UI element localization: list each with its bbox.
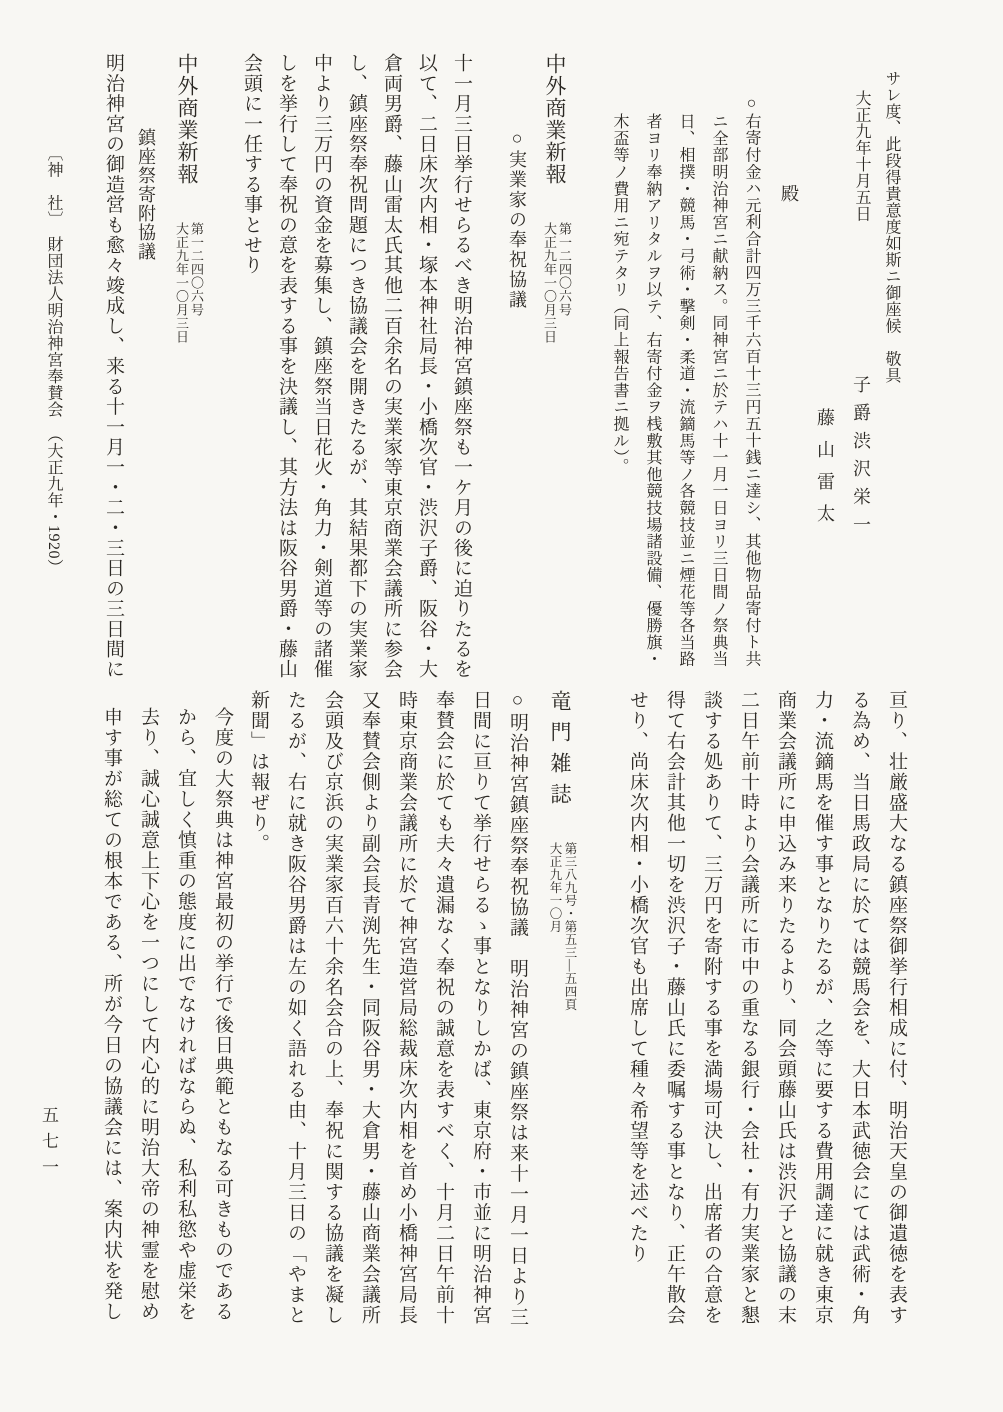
text-column: 日、相撲・競馬・弓術・撃剣・柔道・流鏑馬等ノ各競技並ニ煙花等各当路 [677,113,694,668]
source-meta [174,222,204,344]
text-column: 日間に亘りて挙行せらるゝ事となりしかば、東京府・市並に明治神宮 [470,690,491,1326]
letter-date-signature-column [848,90,874,543]
text-column: 十一月三日挙行せらるべき明治神宮鎮座祭も一ケ月の後に迫りたるを [451,53,472,680]
source-issue: 第一二四〇六号 [557,222,572,317]
text-column: 会頭に一任する事とせり [241,53,262,276]
text-column: 二日午前十時より会議所に市中の重なる銀行・会社・有力実業家と懇 [738,690,759,1326]
source-issue: 第三八九号・第五三―五四頁 [563,842,577,1011]
text-column: し、鎮座祭奉祝問題につき協議会を開きたるが、其結果都下の実業家 [346,53,367,680]
text-column: 明治神宮の御造営も愈々竣成し、来る十一月一・二・三日の三日間に [103,53,124,680]
text-column: 得て右会計其他一切を渋沢子・藤山氏に委嘱する事となり、正午散会 [664,690,685,1326]
text-column: る為め、当日馬政局に於ては競馬会を、大日本武徳会にては武術・角 [849,690,870,1326]
text-column: 以て、二日床次内相・塚本神社局長・小橋次官・渋沢子爵、阪谷・大 [416,53,437,680]
text-column: 力・流鏑馬を催す事となりたるが、之等に要する費用調達に就き東京 [812,690,833,1326]
text-column: から、宜しく慎重の態度に出でなければならぬ、私利私慾や虚栄を [175,707,196,1322]
source-issue: 第一二四〇六号 [189,222,204,317]
text-column: 去り、誠心誠意上下心を一つにして内心的に明治大帝の神霊を慰め [138,707,159,1322]
text-column: 時東京商業会議所に於て神宮造営局総裁床次内相を首め小橋神宮局長 [396,690,417,1326]
text-column: 談する処ありて、三万円を寄附する事を満場可決し、出席者の合意を [701,690,722,1326]
text-column: 中より三万円の資金を募集し、鎮座祭当日花火・角力・剣道等の諸催 [311,53,332,680]
text-column: 者ヨリ奉納アリタルヲ以テ、右寄付金ヲ桟敷其他競技場諸設備、優勝旗・ [644,113,661,668]
text-column: 又奉賛会側より副会長青渕先生・同阪谷男・大倉男・藤山商業会議所 [359,690,380,1326]
source-date: 大正九年一〇月三日 [542,222,557,344]
source-date: 大正九年一〇月 [548,842,562,933]
text-column: 今度の大祭典は神宮最初の挙行で後日典範ともなる可きものである [212,707,233,1322]
source-header-ryumon [543,690,577,1011]
text-column: 申す事が総ての根本である、所が今日の協議会には、案内状を発し [101,707,122,1322]
text-column: 商業会議所に申込み来りたるより、同会頭藤山氏は渋沢子と協議の末 [775,690,796,1326]
source-date: 大正九年一〇月三日 [174,222,189,344]
source-title: 中外商業新報 [175,53,199,185]
sakatani-quote-body [93,707,241,1322]
source-header-chugai-2 [170,53,204,344]
article-body-1 [234,53,479,679]
signature-shibusawa-eiichi: 子爵渋沢栄一 [851,374,871,543]
source-meta [542,222,572,344]
source-header-chugai-1 [538,53,572,344]
text-column: ○明治神宮鎮座祭奉祝協議 明治神宮の鎮座祭は来十一月一日より三 [507,690,528,1328]
text-column: たるが、右に就き阪谷男爵は左の如く語れる由、十月三日の「やまと [285,690,306,1326]
section-running-label: 〔神 社〕 財団法人明治神宮奉賛会 （大正九年・1920） [45,145,62,576]
text-column: 木盃等ノ費用ニ宛テタリ（同上報告書ニ拠ル）。 [611,113,628,475]
source-title: 中外商業新報 [543,53,567,185]
article-body-2 [96,53,131,679]
text-column: 奉賛会に於ても夫々遺漏なく奉祝の誠意を表すべく、十月二日午前十 [433,690,454,1326]
article-headline-hoshuku-kyogi: ○実業家の奉祝協議 [507,128,527,310]
text-column: 亘り、壮厳盛大なる鎮座祭御挙行相成に付、明治天皇の御遺徳を表す [886,690,907,1326]
page-number: 五七一 [39,1106,58,1184]
source-meta [547,842,577,1011]
donation-annotation-note [603,95,768,667]
source-title: 竜門雑誌 [548,690,572,814]
article-headline-kifu-kyogi: 鎮座祭寄附協議 [136,128,156,261]
article-body-3 [240,690,536,1328]
text-column: 会頭及び京浜の実業家百六十余名会合の上、奉祝に関する協議を凝し [322,690,343,1326]
text-column: ニ全部明治神宮ニ献納ス。同神宮ニ於テハ十一月一日ヨリ三日間ノ祭典当 [710,113,727,668]
text-column: ○右寄付金ハ元利合計四万三千六百十三円五十銭ニ達シ、其他物品寄付ト共 [743,95,760,668]
text-column: 倉両男爵、藤山雷太氏其他二百余名の実業家等東京商業会議所に参会 [381,53,402,680]
text-column: しを挙行して奉祝の意を表する事を決議し、其方法は阪谷男爵・藤山 [276,53,297,680]
continuation-body [619,690,915,1326]
text-column: せり、尚床次内相・小橋次官も出席して種々希望等を述べたり [627,690,648,1264]
signature-fujiyama-raita: 藤山雷太 [815,408,835,536]
letter-closing-line: サレ度、此段得貴意度如斯ニ御座候 敬具 [883,70,900,384]
text-column: 新聞」は報ぜり。 [248,690,269,854]
addressee-suffix: 殿 [779,184,799,202]
letter-date: 大正九年十月五日 [853,90,870,222]
